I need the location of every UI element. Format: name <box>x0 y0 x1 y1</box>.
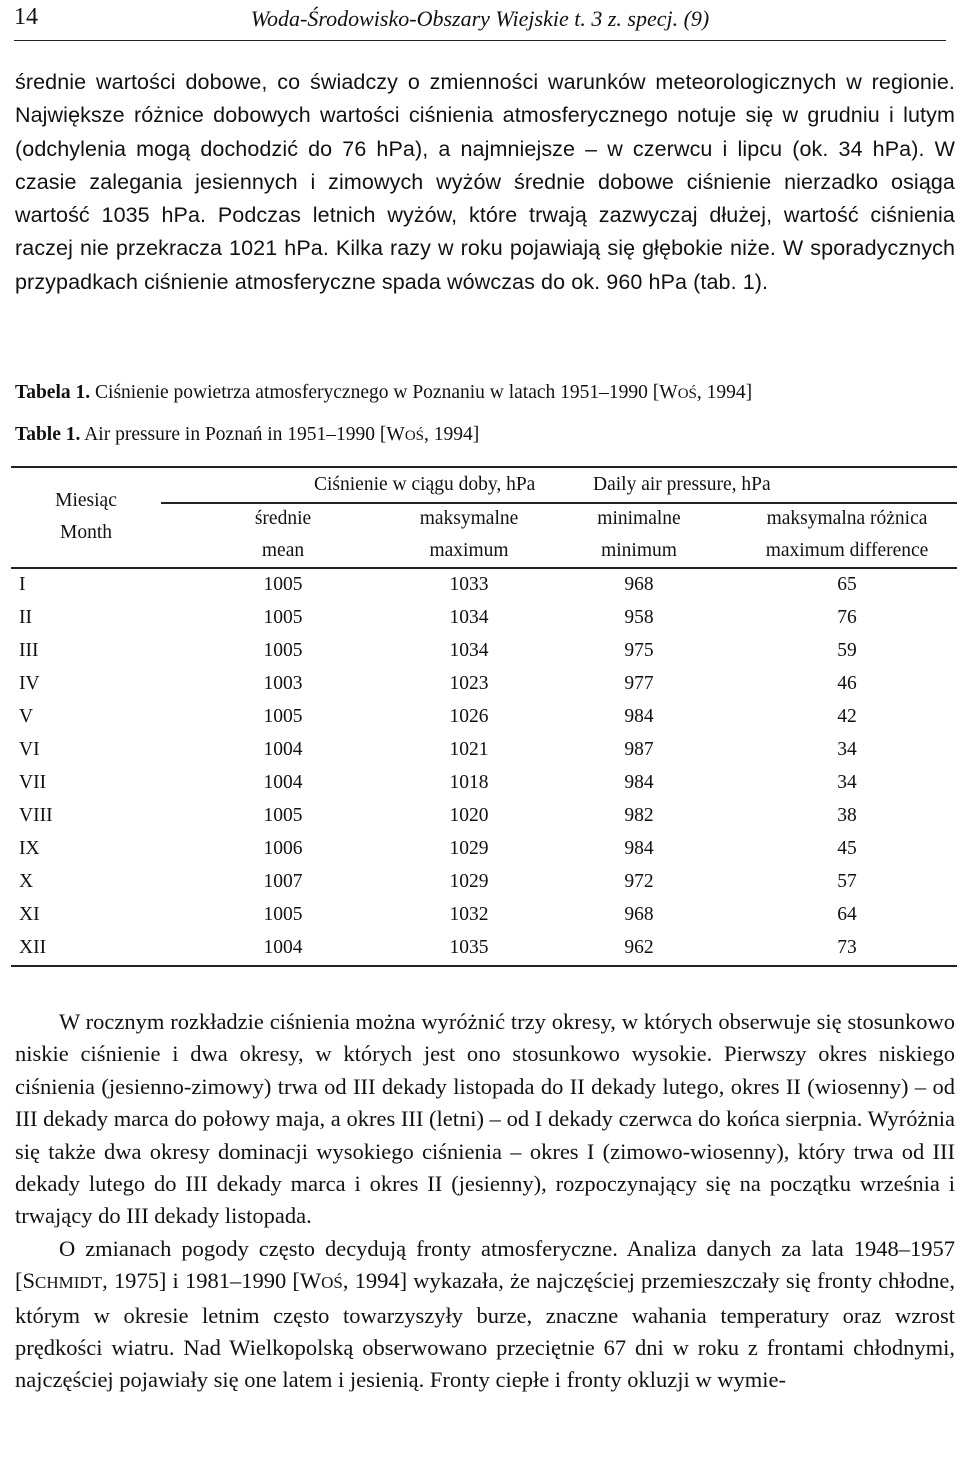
table-cell-mean: 1003 <box>263 673 303 694</box>
header-min-en: minimum <box>601 540 677 561</box>
table-cell-mean: 1007 <box>263 871 303 892</box>
table-cell-month: IV <box>19 673 40 694</box>
table-cell-min: 987 <box>624 739 654 760</box>
caption-smallcaps: OŚ <box>404 428 424 444</box>
table-cell-max: 1026 <box>449 706 489 727</box>
caption-text: , 1994] <box>424 424 480 445</box>
table-cell-diff: 34 <box>837 772 857 793</box>
paragraph-text: , 1975] i 1981–1990 [W <box>102 1268 322 1294</box>
table-cell-max: 1018 <box>449 772 489 793</box>
table-cell-mean: 1005 <box>263 640 303 661</box>
table-caption-pl-label: Tabela 1. <box>15 382 91 403</box>
header-month-en: Month <box>59 522 112 543</box>
table-cell-month: VII <box>19 772 47 793</box>
pressure-table <box>11 466 957 968</box>
paragraph-text: O zmianach pogody często decydują fronty atmosferyczne. Analiza danych za lata 1948–1957 [S <box>15 1235 955 1294</box>
table-cell-min: 962 <box>624 937 654 958</box>
table-cell-mean: 1005 <box>263 607 303 628</box>
table-cell-diff: 65 <box>837 574 857 595</box>
table-cell-diff: 73 <box>837 937 857 958</box>
table-cell-month: XI <box>19 904 40 925</box>
table-cell-diff: 59 <box>837 640 857 661</box>
header-mean-en: mean <box>261 540 305 561</box>
table-cell-max: 1032 <box>449 904 489 925</box>
table-cell-month: I <box>19 574 26 595</box>
caption-text: Ciśnienie powietrza atmosferycznego w Poznaniu w latach 1951–1990 [W <box>95 382 678 403</box>
table-top-rule <box>11 466 957 468</box>
body-paragraph-1: średnie wartości dobowe, co świadczy o zmienności warunków meteorologicznych w regionie. Największe różnice dobowych wartości ciśnienia atmosferycznego notuje się w grudniu i lutym (odchylenia mogą dochodzić do 76 hPa), a najmniejsze – w czerwcu i lipcu (ok. 34 hPa). W czasie zalegania jesiennych i zimowych wyżów średnie dobowe ciśnienie nierzadko osiąga wartość 1035 hPa. Podczas letnich wyżów, które trwają zazwyczaj dłużej, wartość ciśnienia raczej nie przekracza 1021 hPa. Kilka razy w roku pojawiają się głębokie niże. W sporadycznych przypadkach ciśnienie atmosferyczne spada wówczas do ok. 960 hPa (tab. 1). <box>15 70 955 294</box>
paragraph-text: , 1994] wykazała, że najczęściej przemieszczały się fronty chłodne, którym w okresie letnim często towarzyszyły burze, znaczne wahania temperatury oraz wzrost prędkości wiatru. Nad Wielkopolską obserwowano przeciętnie 67 dni w roku z frontami chłodnymi, najczęściej pojawiały się one latem i jesienią. Fronty ciepłe i fronty okluzji w wymie- <box>15 1268 955 1393</box>
table-cell-diff: 38 <box>837 805 857 826</box>
body-paragraph-3 <box>15 1233 955 1397</box>
header-month-pl: Miesiąc <box>55 490 117 511</box>
table-cell-max: 1034 <box>449 640 489 661</box>
table-cell-mean: 1005 <box>263 574 303 595</box>
table-cell-min: 984 <box>624 772 654 793</box>
table-cell-month: V <box>19 706 34 727</box>
header-diff-pl: maksymalna różnica <box>766 508 928 529</box>
table-cell-max: 1023 <box>449 673 489 694</box>
table-cell-mean: 1004 <box>263 739 303 760</box>
table-caption-pl-text <box>95 382 752 403</box>
table-cell-max: 1034 <box>449 607 489 628</box>
table-cell-diff: 76 <box>837 607 857 628</box>
table-cell-month: II <box>19 607 32 628</box>
body-paragraph-2: W rocznym rozkładzie ciśnienia można wyróżnić trzy okresy, w których obserwuje się stosunkowo niskie ciśnienie i dwa okresy, w których jest ono stosunkowo wysokie. Pierwszy okres niskiego ciśnienia (jesienno-zimowy) trwa od III dekady listopada do II dekady lutego, okres II (wiosenny) – od III dekady marca do połowy maja, a okres III (letni) – od I dekady czerwca do końca sierpnia. Wyróżnia się także dwa okresy dominacji wysokiego ciśnienia – okres I (zimowo-wiosenny), który trwa od III dekady lutego do III dekady marca i okres II (jesienny), rozpoczynający się na początku września i trwający do III dekady listopada. <box>15 1009 955 1229</box>
table-cell-max: 1029 <box>449 838 489 859</box>
table-cell-min: 982 <box>624 805 654 826</box>
table-cell-month: VI <box>19 739 40 760</box>
table-cell-max: 1029 <box>449 871 489 892</box>
caption-smallcaps: OŚ <box>677 386 697 402</box>
header-min-pl: minimalne <box>597 508 681 529</box>
header-diff-en: maximum difference <box>765 540 929 561</box>
table-cell-max: 1021 <box>449 739 489 760</box>
header-max-pl: maksymalne <box>419 508 519 529</box>
table-cell-min: 984 <box>624 706 654 727</box>
table-cell-mean: 1005 <box>263 706 303 727</box>
table-cell-month: III <box>19 640 39 661</box>
table-group-rule <box>161 502 957 504</box>
table-bottom-rule <box>11 965 957 967</box>
table-cell-month: XII <box>19 937 47 958</box>
body-text-lower <box>15 1006 955 1397</box>
paragraph-smallcaps: CHMIDT <box>35 1273 103 1293</box>
table-cell-mean: 1005 <box>263 805 303 826</box>
caption-text: Air pressure in Poznań in 1951–1990 [W <box>84 424 405 445</box>
table-header-rule <box>11 567 957 569</box>
table-cell-diff: 45 <box>837 838 857 859</box>
table-cell-diff: 46 <box>837 673 857 694</box>
table-caption-en <box>15 424 479 446</box>
header-group-en: Daily air pressure, hPa <box>593 474 771 495</box>
paragraph-smallcaps: OŚ <box>321 1273 343 1293</box>
table-caption-en-label: Table 1. <box>15 424 81 445</box>
table-cell-min: 975 <box>624 640 654 661</box>
table-cell-min: 968 <box>624 574 654 595</box>
header-group-pl: Ciśnienie w ciągu doby, hPa <box>314 474 536 495</box>
table-cell-diff: 34 <box>837 739 857 760</box>
page-number: 14 <box>14 4 38 30</box>
running-title: Woda-Środowisko-Obszary Wiejskie t. 3 z. specj. (9) <box>250 6 710 31</box>
table-cell-min: 977 <box>624 673 654 694</box>
table-cell-min: 984 <box>624 838 654 859</box>
table-cell-min: 968 <box>624 904 654 925</box>
header-mean-pl: średnie <box>254 508 312 529</box>
table-cell-diff: 42 <box>837 706 857 727</box>
table-cell-max: 1033 <box>449 574 489 595</box>
table-cell-mean: 1004 <box>263 772 303 793</box>
table-cell-diff: 57 <box>837 871 857 892</box>
table-caption-pl <box>15 382 752 404</box>
table-cell-mean: 1005 <box>263 904 303 925</box>
caption-text: , 1994] <box>696 382 753 403</box>
table-cell-mean: 1006 <box>263 838 303 859</box>
table-cell-diff: 64 <box>837 904 857 925</box>
table-cell-min: 958 <box>624 607 654 628</box>
table-cell-month: IX <box>19 838 40 859</box>
table-cell-mean: 1004 <box>263 937 303 958</box>
running-header <box>14 2 946 41</box>
table-cell-month: VIII <box>19 805 53 826</box>
table-cell-max: 1020 <box>449 805 489 826</box>
table-cell-max: 1035 <box>449 937 489 958</box>
table-cell-min: 972 <box>624 871 654 892</box>
table-cell-month: X <box>19 871 34 892</box>
table-caption-en-text <box>84 424 479 445</box>
header-max-en: maximum <box>429 540 509 561</box>
